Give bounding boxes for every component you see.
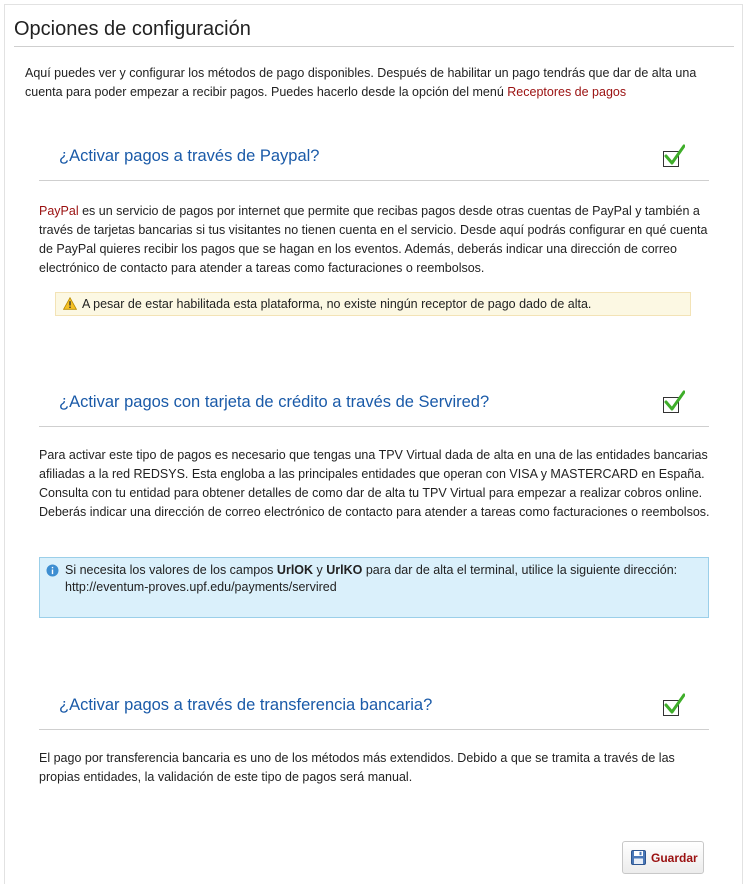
info-and: y: [313, 563, 327, 577]
title-divider: [14, 46, 734, 47]
save-button-label: Guardar: [651, 851, 698, 865]
floppy-disk-icon: [631, 850, 646, 865]
servired-url: http://eventum-proves.upf.edu/payments/servired: [65, 580, 337, 594]
transfer-section-title: ¿Activar pagos a través de transferencia bancaria?: [59, 696, 433, 714]
intro-text: [25, 64, 715, 102]
servired-description: Para activar este tipo de pagos es necesario que tengas una TPV Virtual dada de alta en una de las entidades bancarias afiliadas a la red REDSYS. Esta engloba a las principales entidades que operan con VISA y MASTERCARD en España. Consulta con tu entidad para obtener detalles de como dar de alta tu TPV Virtual para empezar a realizar cobros online. Deberás indicar una dirección de correo electrónico de contacto para atender a tareas como facturaciones o reembolsos.: [39, 448, 710, 519]
paypal-section-title: ¿Activar pagos a través de Paypal?: [59, 147, 320, 165]
urlko-field-name: UrlKO: [326, 563, 363, 577]
paypal-warning-text: A pesar de estar habilitada esta plataforma, no existe ningún receptor de pago dado de alta.: [82, 297, 592, 311]
transfer-enable-checkbox[interactable]: [663, 700, 679, 716]
paypal-enable-checkbox[interactable]: [663, 151, 679, 167]
servired-section-title: ¿Activar pagos con tarjeta de crédito a través de Servired?: [59, 393, 490, 411]
page-title: Opciones de configuración: [14, 18, 251, 40]
paypal-link[interactable]: PayPal: [39, 204, 79, 218]
payment-receivers-link[interactable]: Receptores de pagos: [507, 85, 627, 99]
servired-enable-checkbox[interactable]: [663, 397, 679, 413]
warning-icon: [63, 297, 77, 310]
intro-body: Aquí puedes ver y configurar los métodos de pago disponibles. Después de habilitar un pago tendrás que dar de alta una cuenta para poder empezar a recibir pagos. Puedes hacerlo desde la opción del menú: [25, 66, 697, 99]
servired-info-text: [65, 562, 695, 596]
servired-info-alert: [39, 557, 709, 618]
check-icon: [663, 693, 685, 715]
transfer-description: El pago por transferencia bancaria es uno de los métodos más extendidos. Debido a que se tramita a través de las propias entidades, la validación de este tipo de pagos será manual.: [39, 751, 675, 784]
servired-section-divider: [39, 426, 709, 427]
info-icon: [46, 564, 59, 577]
paypal-description-text: es un servicio de pagos por internet que permite que recibas pagos desde otras cuentas de PayPal y también a través de tarjetas bancarias si tus visitantes no tienen cuenta en el servicio. Desde aquí podrás configurar en qué cuenta de PayPal quieres recibir los pagos que se hagan en los eventos. Además, deberás indicar una dirección de correo electrónico de contacto para atender a tareas como facturaciones o reembolsos.: [39, 204, 708, 275]
info-prefix: Si necesita los valores de los campos: [65, 563, 277, 577]
transfer-section-divider: [39, 729, 709, 730]
paypal-warning-alert: [55, 292, 691, 316]
paypal-description: [39, 202, 711, 278]
save-button[interactable]: [622, 841, 704, 874]
paypal-section-divider: [39, 180, 709, 181]
check-icon: [663, 144, 685, 166]
check-icon: [663, 390, 685, 412]
urlok-field-name: UrlOK: [276, 563, 314, 577]
info-suffix: para dar de alta el terminal, utilice la siguiente dirección:: [362, 563, 678, 577]
